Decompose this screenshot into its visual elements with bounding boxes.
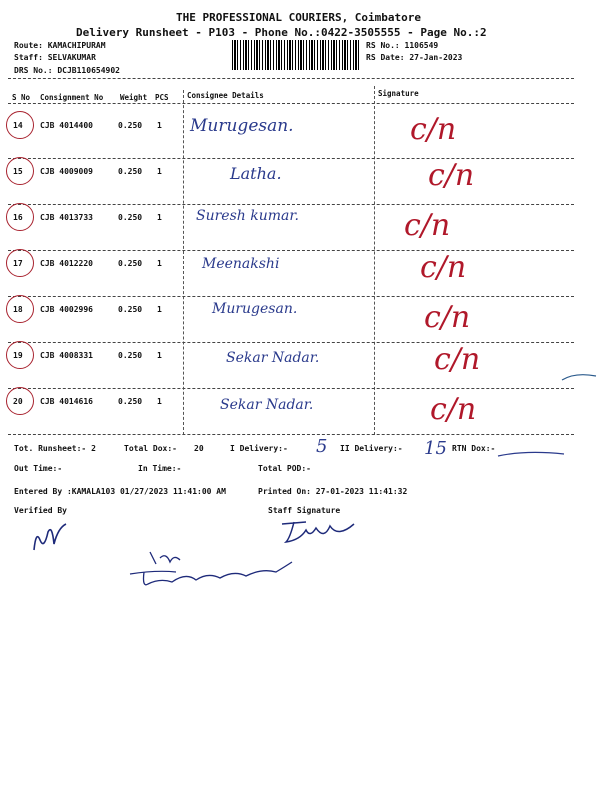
- row-sno: 18: [13, 305, 23, 314]
- col-pcs: PCS: [155, 93, 169, 102]
- out-time-label: Out Time:-: [14, 464, 63, 473]
- row-sno: 15: [13, 167, 23, 176]
- row-signature: c/n: [434, 342, 481, 377]
- row-consignee: Meenakshi: [202, 256, 280, 272]
- row-weight: 0.250: [118, 259, 143, 268]
- row-signature: c/n: [404, 208, 451, 243]
- staff-label: Staff: SELVAKUMAR: [14, 53, 96, 62]
- row-consignment: CJB 4014400: [40, 121, 93, 130]
- row-signature: c/n: [428, 158, 475, 193]
- row-consignment: CJB 4002996: [40, 305, 93, 314]
- col-signature: Signature: [378, 89, 419, 98]
- pen-stroke-mark: [560, 370, 598, 384]
- row-consignment: CJB 4008331: [40, 351, 93, 360]
- row-pcs: 1: [157, 351, 162, 360]
- row-weight: 0.250: [118, 305, 143, 314]
- row-sno: 17: [13, 259, 23, 268]
- row-weight: 0.250: [118, 351, 143, 360]
- entered-by: Entered By :KAMALA103 01/27/2023 11:41:00 AM: [14, 487, 226, 496]
- ii-delivery-label: II Delivery:-: [340, 444, 403, 453]
- row-divider: [8, 204, 574, 205]
- row-signature: c/n: [420, 250, 467, 285]
- verified-by-label: Verified By: [14, 506, 67, 515]
- total-runsheet: Tot. Runsheet:- 2: [14, 444, 96, 453]
- col-weight: Weight: [120, 93, 148, 102]
- rs-date: RS Date: 27-Jan-2023: [366, 53, 463, 62]
- total-dox-value: 20: [194, 444, 204, 453]
- total-pod-label: Total POD:-: [258, 464, 311, 473]
- row-consignment: CJB 4014616: [40, 397, 93, 406]
- i-delivery-label: I Delivery:-: [230, 444, 288, 453]
- row-pcs: 1: [157, 121, 162, 130]
- handwritten-signature-drawing: [126, 548, 296, 592]
- verifier-signature-drawing: [30, 520, 70, 556]
- header-divider: [8, 78, 574, 79]
- total-dox-label: Total Dox:-: [124, 444, 177, 453]
- row-sno: 14: [13, 121, 23, 130]
- row-consignee: Suresh kumar.: [196, 208, 299, 224]
- row-divider: [8, 388, 574, 389]
- drs-label: DRS No.: DCJB110654902: [14, 66, 120, 75]
- row-pcs: 1: [157, 213, 162, 222]
- column-header-divider: [8, 103, 574, 104]
- row-sno: 16: [13, 213, 23, 222]
- company-title: THE PROFESSIONAL COURIERS, Coimbatore: [176, 11, 422, 24]
- row-consignment: CJB 4013733: [40, 213, 93, 222]
- row-consignee: Sekar Nadar.: [226, 350, 320, 366]
- row-pcs: 1: [157, 397, 162, 406]
- row-weight: 0.250: [118, 213, 143, 222]
- row-consignee: Sekar Nadar.: [220, 397, 314, 413]
- row-consignee: Murugesan.: [212, 301, 298, 317]
- col-consignee: Consignee Details: [187, 91, 264, 100]
- col-sno: S No: [12, 93, 31, 102]
- pen-stroke-mark: [496, 448, 566, 460]
- row-weight: 0.250: [118, 397, 143, 406]
- row-weight: 0.250: [118, 167, 143, 176]
- signature-column-divider: [374, 86, 375, 435]
- row-consignee: Latha.: [230, 164, 282, 183]
- i-delivery-value: 5: [316, 436, 328, 457]
- row-divider: [8, 296, 574, 297]
- route-label: Route: KAMACHIPURAM: [14, 41, 106, 50]
- barcode-image: [232, 40, 360, 70]
- ii-delivery-value: 15: [424, 438, 447, 459]
- rs-number: RS No.: 1106549: [366, 41, 439, 50]
- staff-signature-label: Staff Signature: [268, 506, 341, 515]
- row-pcs: 1: [157, 167, 162, 176]
- row-pcs: 1: [157, 305, 162, 314]
- row-divider: [8, 158, 574, 159]
- row-signature: c/n: [424, 300, 471, 335]
- table-bottom-divider: [8, 434, 574, 435]
- runsheet-subtitle: Delivery Runsheet - P103 - Phone No.:0422-3505555 - Page No.:2: [76, 26, 487, 39]
- row-signature: c/n: [410, 112, 457, 147]
- in-time-label: In Time:-: [138, 464, 182, 473]
- staff-signature-drawing: [276, 516, 358, 546]
- col-consignment: Consignment No: [40, 93, 104, 102]
- row-divider: [8, 342, 574, 343]
- row-consignment: CJB 4012220: [40, 259, 93, 268]
- printed-on: Printed On: 27-01-2023 11:41:32: [258, 487, 408, 496]
- consignee-column-divider: [183, 90, 184, 435]
- row-signature: c/n: [430, 392, 477, 427]
- row-sno: 20: [13, 397, 23, 406]
- row-consignment: CJB 4009009: [40, 167, 93, 176]
- row-weight: 0.250: [118, 121, 143, 130]
- row-divider: [8, 250, 574, 251]
- row-consignee: Murugesan.: [190, 116, 294, 136]
- rtn-dox-label: RTN Dox:-: [452, 444, 496, 453]
- row-pcs: 1: [157, 259, 162, 268]
- row-sno: 19: [13, 351, 23, 360]
